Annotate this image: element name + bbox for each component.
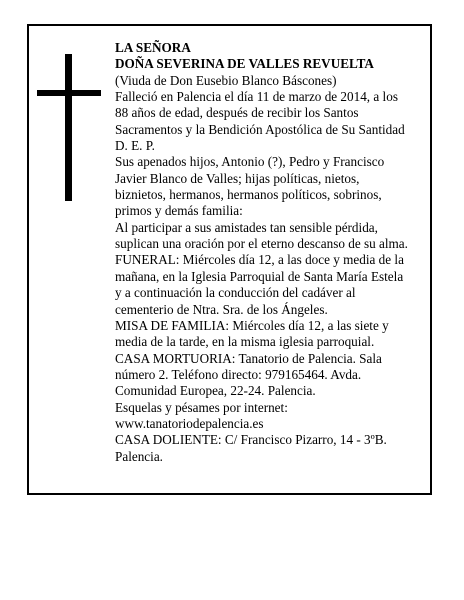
prayer-line-2: suplican una oración por el eterno descanso de su alma. bbox=[115, 236, 408, 252]
funeral-line-4: cementerio de Ntra. Sra. de los Ángeles. bbox=[115, 301, 328, 317]
mourning-home-line-1: CASA DOLIENTE: C/ Francisco Pizarro, 14 - 3ºB. bbox=[115, 432, 387, 448]
death-line-3: Sacramentos y la Bendición Apostólica de Su Santidad bbox=[115, 121, 405, 137]
family-mass-line-2: media de la tarde, en la misma iglesia parroquial. bbox=[115, 334, 375, 350]
internet-line: Esquelas y pésames por internet: bbox=[115, 399, 288, 415]
funeral-line-3: y a continuación la conducción del cadáver al bbox=[115, 285, 356, 301]
rip-line: D. E. P. bbox=[115, 138, 155, 154]
family-mass-line-1: MISA DE FAMILIA: Miércoles día 12, a las siete y bbox=[115, 317, 389, 333]
death-line-1: Falleció en Palencia el día 11 de marzo de 2014, a los bbox=[115, 89, 398, 105]
mortuary-line-1: CASA MORTUORIA: Tanatorio de Palencia. Sala bbox=[115, 350, 382, 366]
family-line-2: Javier Blanco de Valles; hijas políticas, nietos, bbox=[115, 170, 360, 186]
mourning-home-line-2: Palencia. bbox=[115, 448, 163, 464]
family-line-4: primos y demás familia: bbox=[115, 203, 243, 219]
mortuary-line-2: número 2. Teléfono directo: 979165464. Avda. bbox=[115, 366, 362, 382]
notice-heading: LA SEÑORA bbox=[115, 40, 191, 55]
cross-icon bbox=[37, 54, 101, 201]
death-line-2: 88 años de edad, después de recibir los Santos bbox=[115, 105, 359, 121]
cross-vertical-bar bbox=[65, 54, 72, 201]
cross-horizontal-bar bbox=[37, 90, 101, 96]
funeral-line-2: mañana, en la Iglesia Parroquial de Santa María Estela bbox=[115, 268, 404, 284]
widow-of-line: (Viuda de Don Eusebio Blanco Báscones) bbox=[115, 72, 337, 88]
family-line-3: biznietos, hermanos, hermanos políticos, sobrinos, bbox=[115, 187, 382, 203]
funeral-line-1: FUNERAL: Miércoles día 12, a las doce y media de la bbox=[115, 252, 404, 268]
obituary-notice bbox=[27, 24, 432, 495]
deceased-name: DOÑA SEVERINA DE VALLES REVUELTA bbox=[115, 56, 374, 72]
website-url: www.tanatoriodepalencia.es bbox=[115, 415, 264, 431]
prayer-line-1: Al participar a sus amistades tan sensible pérdida, bbox=[115, 219, 378, 235]
family-line-1: Sus apenados hijos, Antonio (?), Pedro y Francisco bbox=[115, 154, 385, 170]
notice-text bbox=[115, 40, 420, 465]
mortuary-line-3: Comunidad Europea, 22-24. Palencia. bbox=[115, 383, 316, 399]
